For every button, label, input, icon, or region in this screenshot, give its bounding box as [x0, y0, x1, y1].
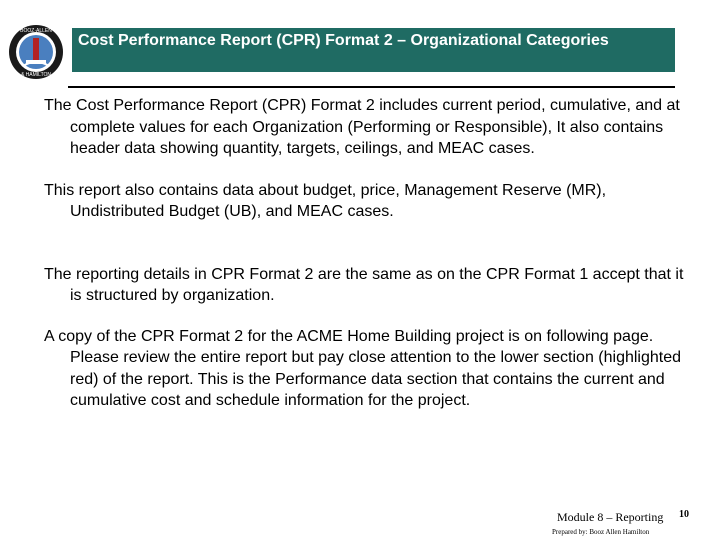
title-divider [68, 86, 675, 88]
page-title: Cost Performance Report (CPR) Format 2 – Organizational Categories [72, 28, 675, 72]
paragraph-cpr-format-intro: The Cost Performance Report (CPR) Format 2 includes current period, cumulative, and at complete values for each Organization (Performing or Responsible), It also contains header data showing quantity, targets, ceilings, and MEAC cases. [44, 97, 680, 157]
svg-text:& HAMILTON: & HAMILTON [20, 72, 52, 78]
company-logo [8, 24, 64, 80]
paragraph-budget-data: This report also contains data about budget, price, Management Reserve (MR), Undistributed Budget (UB), and MEAC cases. [44, 181, 607, 220]
body-content [44, 95, 694, 412]
paragraph-reporting-details: The reporting details in CPR Format 2 are the same as on the CPR Format 1 accept that it is structured by organization. [44, 265, 684, 304]
paragraph-acme-report-copy: A copy of the CPR Format 2 for the ACME Home Building project is on following page. Please review the entire report but pay close attention to the lower section (highlighted red) of the report. This is the Performance data section that contains the current and cumulative cost and schedule information for the project. [44, 327, 682, 409]
footer-module-label: Module 8 – Reporting [557, 510, 664, 524]
page-number: 10 [679, 509, 689, 520]
svg-text:BOOZ·ALLEN: BOOZ·ALLEN [20, 28, 52, 34]
footer-prepared-by: Prepared by: Booz Allen Hamilton [552, 528, 650, 536]
